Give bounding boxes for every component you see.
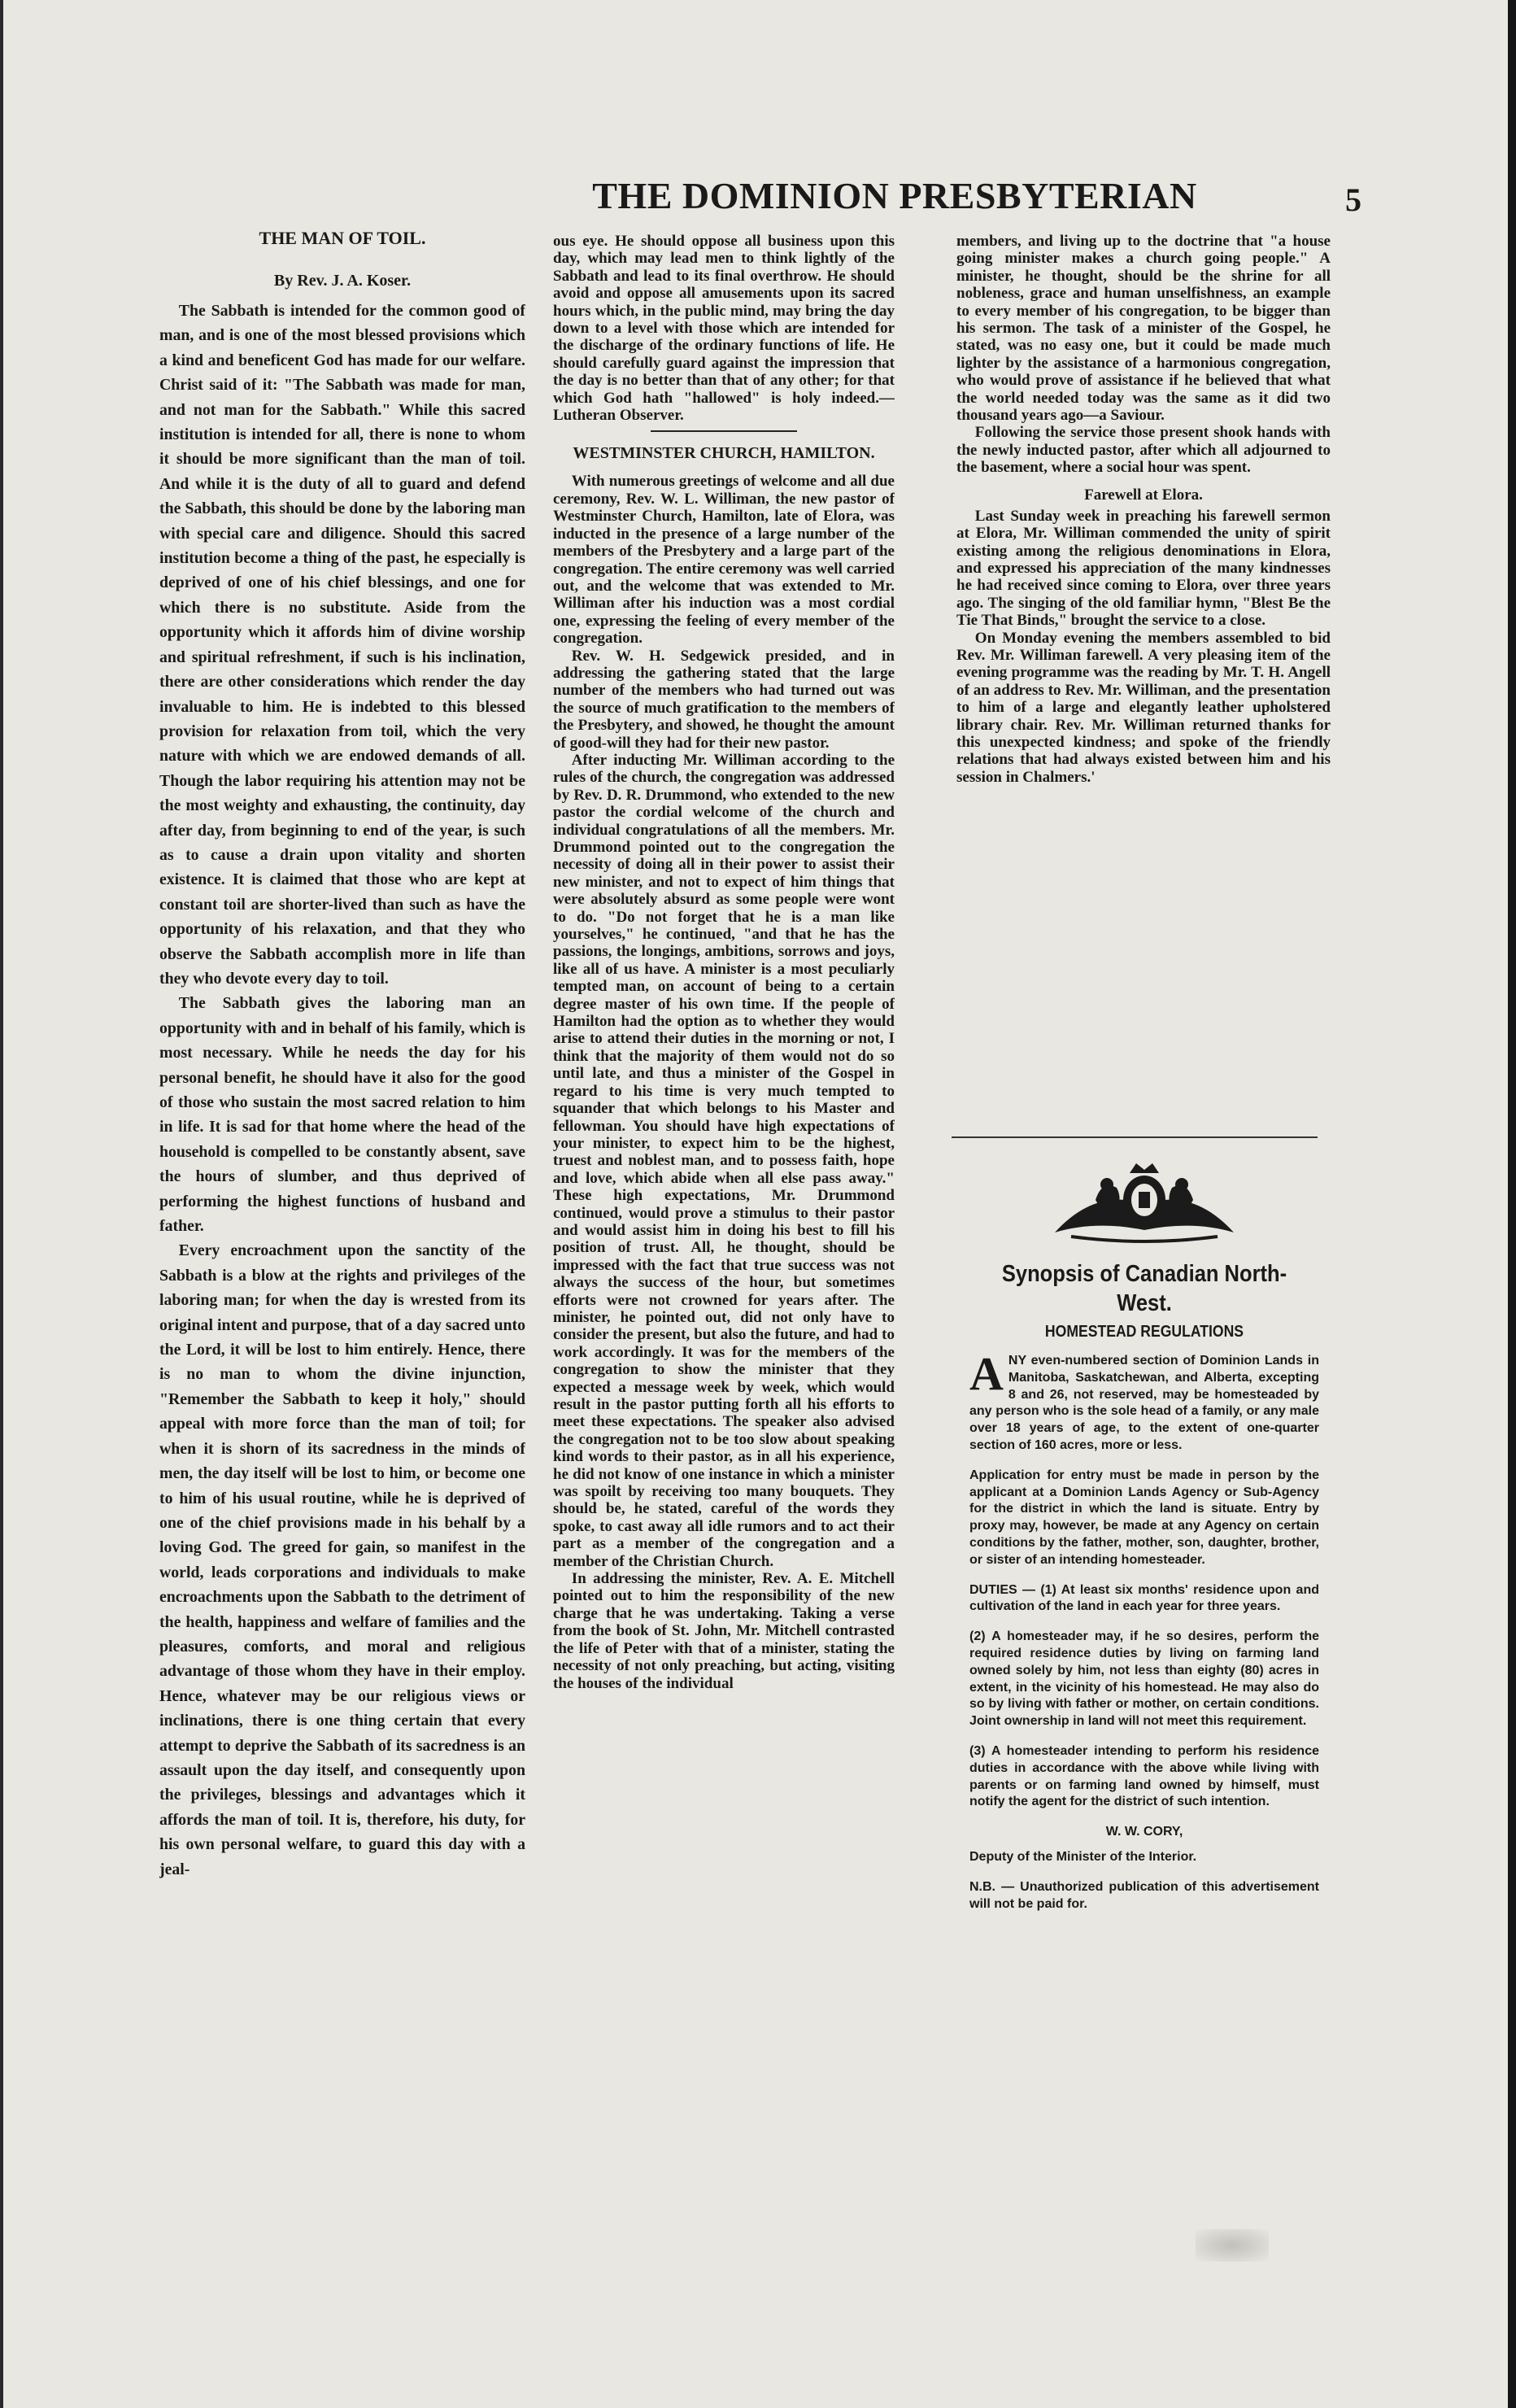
drop-cap: A (969, 1347, 1004, 1400)
article-paragraph: With numerous greetings of welcome and all due ceremony, Rev. W. L. Williman, the new pastor of Westminster Church, Hamilton, late of Elora, was inducted in the presence of a large number of the members of the Presbytery and a large part of the congregation. The entire ceremony was well carried out, and the welcome that was extended to Mr. Williman after his induction was a most cordial one, expressing the feeling of every member of the congregation. (553, 473, 895, 648)
article-paragraph: In addressing the minister, Rev. A. E. Mitchell pointed out to him the responsibility of the new charge that he was undertaking. Taking a verse from the book of St. John, Mr. Mitchell contrasted the life of Peter with that of a minister, stating the necessity of not only preaching, but acting, visiting the houses of the individual (553, 1570, 895, 1692)
masthead (472, 174, 1318, 223)
page-number: 5 (1345, 181, 1361, 218)
masthead-title: THE DOMINION PRESBYTERIAN (592, 175, 1197, 216)
ad-subtitle: HOMESTEAD REGULATIONS (1044, 1323, 1244, 1341)
article-paragraph: Last Sunday week in preaching his farewell sermon at Elora, Mr. Williman commended the unity of spirit existing among the religious denominations in Elora, and expressed his appreciation of the many kindnesses he had received since coming to Elora, over three years ago. The singing of the old familiar hymn, "Blest Be the Tie That Binds," brought the service to a close. (956, 507, 1331, 630)
ad-duties-3: (3) A homesteader intending to perform his residence duties in accordance with the above while living with parents or on farming land owned by himself, must notify the agent for the district of such intention. (969, 1743, 1319, 1809)
scan-edge-right (1508, 0, 1516, 2408)
scan-edge-left (0, 0, 3, 2408)
ad-intro (969, 1347, 1319, 1455)
ad-duties-1: DUTIES — (1) At least six months' residence upon and cultivation of the land in each year for three years. (969, 1582, 1319, 1614)
subhead-farewell: Farewell at Elora. (1084, 486, 1203, 504)
ad-duties-2: (2) A homesteader may, if he so desires, perform the required residence duties by living on farming land owned solely by him, not less than eighty (80) acres in extent, in the vicinity of his homestead. He may also do so by living with father or mother, on certain conditions. Joint ownership in land will not meet this requirement. (969, 1629, 1319, 1729)
ad-note: N.B. — Unauthorized publication of this advertisement will not be paid for. (969, 1879, 1319, 1911)
section-divider (651, 430, 797, 432)
article-paragraph: The Sabbath gives the laboring man an opportunity with and in behalf of his family, which is most necessary. While he needs the day for his personal benefit, he should have it also for the good of those who sustain the most sacred relation to him in life. It is sad for that home where the head of the household is compelled to be constantly absent, save the hours of slumber, and thus deprived of performing the highest functions of husband and father. (159, 994, 525, 1236)
ad-intro-text: NY even-numbered section of Dominion Lands in Manitoba, Saskatchewan, and Alberta, excepting 8 and 26, not reserved, may be homesteaded by any person who is the sole head of a family, or any male over 18 years of age, to the extent of one-quarter section of 160 acres, more or less. (969, 1354, 1319, 1452)
scan-smudge (1196, 2229, 1269, 2262)
article-continuation: ous eye. He should oppose all business upon this day, which may lead men to think lightly of the Sabbath and lead to its final overthrow. He should avoid and oppose all amusements upon its sacred hours which, in the public mind, may bring the day down to a level with those which are intended for the discharge of the ordinary functions of life. He should carefully guard against the impression that the day is no better than that of any other; for that which God hath "hallowed" is holy indeed.—Lutheran Observer. (553, 233, 895, 425)
article-paragraph: Every encroachment upon the sanctity of the Sabbath is a blow at the rights and privileges of the laboring man; for when the day is wrested from its original intent and purpose, that of a day sacred unto the Lord, it will be lost to him entirely. Hence, there is no man to whom the divine injunction, "Remember the Sabbath to keep it holy," should appeal with more force than the man of toil; for when it is shorn of its sacredness in the minds of men, the day itself will be lost to him, or become one to him of his usual routine, while he is deprived of one of the chief provisions made in his behalf by a loving God. The greed for gain, so manifest in the world, leads corporations and individuals to make encroachments upon the Sabbath to the detriment of the health, happiness and welfare of families and the pleasures, comforts, and moral and religious advantage of those whom they have in their employ. Hence, whatever may be our religious views or inclinations, there is one thing certain that every attempt to deprive the Sabbath of its sacredness is an assault upon the day itself, and consequently upon the privileges, blessings and advantages which it affords the man of toil. It is, therefore, his duty, for his own personal welfare, to guard this day with a jeal- (159, 1241, 525, 1878)
coat-of-arms-icon (1047, 1155, 1242, 1253)
column-1 (159, 228, 525, 2286)
article-title-westminster: WESTMINSTER CHURCH, HAMILTON. (573, 444, 875, 463)
article-paragraph: After inducting Mr. Williman according to the rules of the church, the congregation was addressed by Rev. D. R. Drummond, who extended to the new pastor the cordial welcome of the church and individual congratulations of all the members. Mr. Drummond pointed out to the congregation the necessity of doing all in their power to assist their new minister, and not to expect of him things that were absolutely absurd as some people were wont to do. "Do not forget that he is a man like yourselves," he continued, "and that he has the passions, the longings, ambitions, sorrows and joys, like all of us have. A minister is a most peculiarly tempted man, on account of being to a certain degree master of his own time. If the people of Hamilton had the option as to whether they would arise to attend their duties in the morning or not, I think that the majority of them would not do so until late, and thus a minister of the Gospel in regard to his time is very much tempted to squander that which belongs to his Master and fellowman. You should have high expectations of your minister, to expect him to be the highest, truest and noblest man, and to possess faith, hope and love, which abide when all else pass away." These high expectations, Mr. Drummond continued, would prove a stimulus to their pastor and would assist him in doing his best to fill his position of trust. All, he thought, should be impressed with the fact that true success was not always the success of the hour, but sometimes efforts were not crowned for years after. The minister, he pointed out, did not only have to consider the present, but also the future, and had to work accordingly. It was for the members of the congregation to show the minister that they expected a message week by week, which would result in the pastor putting forth all his efforts to meet these expectations. The speaker also advised the congregation not to be too slow about speaking kind words to their pastor, as in all his experience, he did not know of one instance in which a minister was spoilt by receiving too many bouquets. They should be, he stated, careful of the words they spoke, to cast away all idle rumors and to act their part as a member of the congregation and a member of the Christian Church. (553, 751, 895, 1570)
article-paragraph: Following the service those present shook hands with the newly inducted pastor, after which all adjourned to the basement, where a social hour was spent. (956, 424, 1331, 477)
article-title-man-of-toil: THE MAN OF TOIL. (259, 228, 426, 248)
ad-signer: W. W. CORY, (1105, 1825, 1183, 1839)
ad-title: Synopsis of Canadian North-West. (1001, 1261, 1287, 1316)
homestead-advertisement (969, 1155, 1319, 2245)
section-divider (952, 1136, 1318, 1138)
article-paragraph: On Monday evening the members assembled to bid Rev. Mr. Williman farewell. A very pleasing item of the evening programme was the reading by Mr. T. H. Angell of an address to Rev. Mr. Williman, and the presentation to him of a large and elegantly leather upholstered library chair. Rev. Mr. Williman returned thanks for this unexpected kindness; and spoke of the friendly relations that had always existed between him and his session in Chalmers.' (956, 629, 1331, 786)
article-continuation: members, and living up to the doctrine that "a house going minister makes a church going people." A minister, he thought, should be the shrine for all nobleness, grace and human unselfishness, an example to every member of his congregation, to be bigger than his sermon. The task of a minister of the Gospel, he stated, was no easy one, but it could be made much lighter by the assistance of a harmonious congregation, who would prove of assistance if he believed that what the world needed today was the same as it did two thousand years ago—a Saviour. (956, 233, 1331, 425)
ad-application: Application for entry must be made in person by the applicant at a Dominion Lands Agency or Sub-Agency for the district in which the land is situate. Entry by proxy may, however, be made at any Agency on certain conditions by the father, mother, son, daughter, brother, or sister of an intending homesteader. (969, 1468, 1319, 1567)
ad-signer-title: Deputy of the Minister of the Interior. (969, 1849, 1197, 1864)
article-byline: By Rev. J. A. Koser. (273, 272, 412, 290)
column-2 (553, 233, 895, 2291)
article-paragraph: Rev. W. H. Sedgewick presided, and in addressing the gathering stated that the large number of the members who had turned out was the source of much gratification to the members of the Presbytery, and showed, he thought the amount of good-will they had for their new pastor. (553, 647, 895, 752)
article-paragraph: The Sabbath is intended for the common good of man, and is one of the most blessed provisions which a kind and beneficent God has made for our welfare. Christ said of it: "The Sabbath was made for man, and not man for the Sabbath." While this sacred institution is intended for all, there is none to whom it should be more significant than the man of toil. And while it is the duty of all to guard and defend the Sabbath, this should be done by the laboring man with special care and diligence. Should this sacred institution become a thing of the past, he especially is deprived of one of his chief blessings, and one for which there is no substitute. Aside from the opportunity which it affords him of divine worship and spiritual refreshment, if such is his inclination, there are other considerations which render the day invaluable to him. He is indebted to this blessed provision for relaxation from toil, which the very nature with which we are endowed demands of all. Though the labor requiring his attention may not be the most weighty and exhausting, the continuity, day after day, from beginning to end of the year, is such as to cause a drain upon vitality and shorten existence. It is claimed that those who are kept at constant toil are shorter-lived than such as have the opportunity of his relaxation, and that they who observe the Sabbath accomplish more in life than they who devote every day to toil. (159, 302, 525, 988)
